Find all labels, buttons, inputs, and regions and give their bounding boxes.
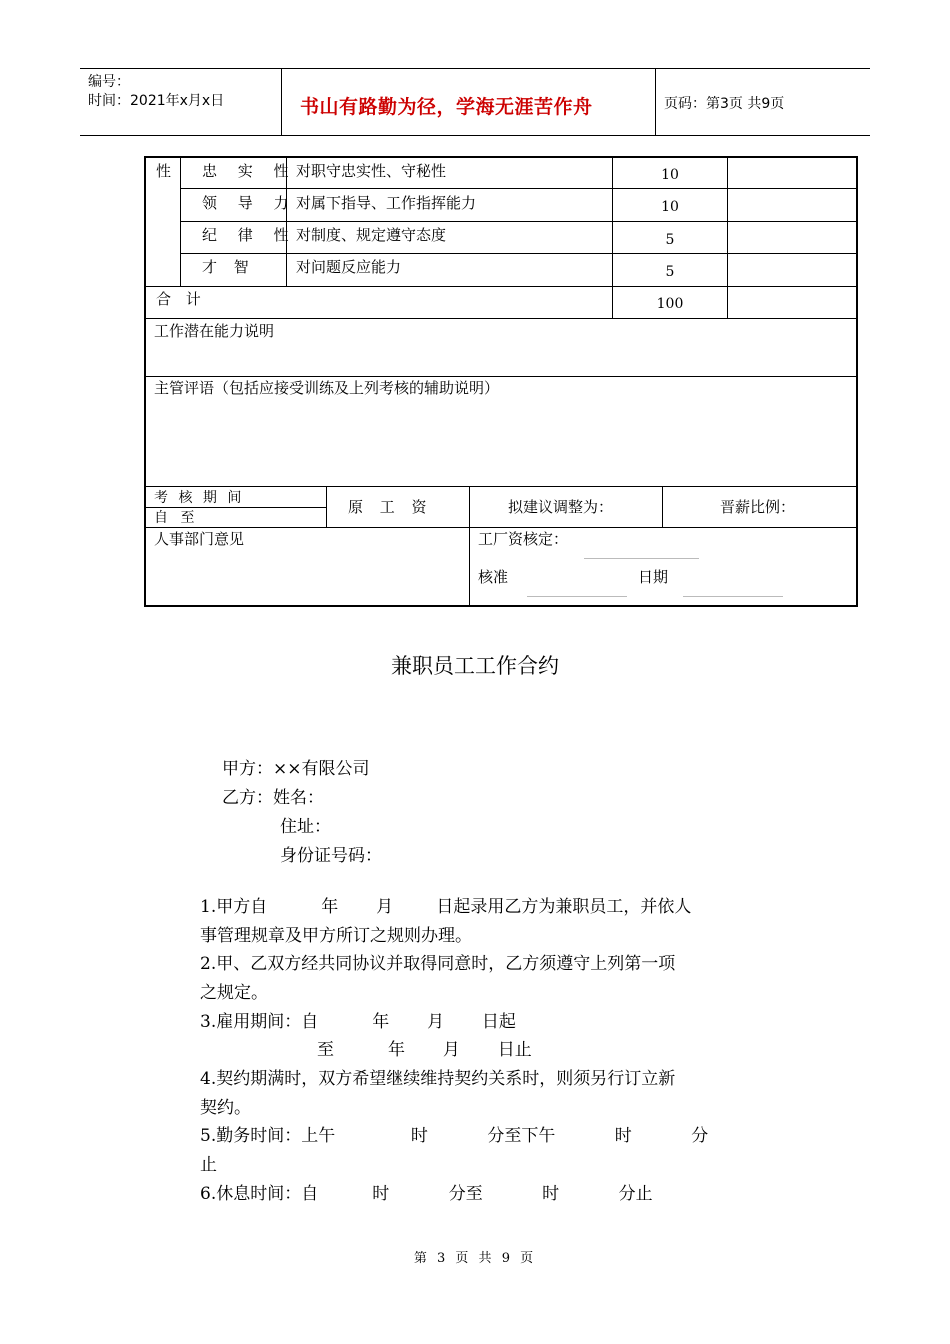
period-split-line	[145, 507, 326, 508]
header-divider	[281, 68, 282, 135]
doc-time-label: 时间：2021年x月x日	[88, 93, 225, 109]
page-indicator: 页码：第3页 共9页	[664, 96, 785, 112]
item-name: 领 导 力	[202, 194, 297, 212]
item-score: 5	[665, 232, 675, 248]
header-top-rule	[80, 68, 870, 69]
col-divider	[469, 486, 470, 606]
item-description: 对职守忠实性、守秘性	[296, 162, 447, 180]
item-description: 对属下指导、工作指挥能力	[296, 194, 477, 212]
item-name: 才 智	[202, 258, 255, 276]
date-label: 日期	[638, 568, 669, 586]
item-score: 5	[665, 264, 675, 280]
clause-5-cont: 止	[200, 1155, 217, 1175]
page-footer: 第 3 页 共 9 页	[413, 1251, 537, 1266]
hr-opinion-label: 人事部门意见	[154, 530, 245, 548]
contract-title: 兼职员工工作合约	[391, 654, 559, 678]
col-divider	[727, 157, 728, 318]
party-b-id: 身份证号码：	[280, 846, 382, 866]
signature-line	[584, 558, 699, 559]
review-period-range: 自 至	[154, 510, 199, 526]
approve-label: 核准	[478, 568, 509, 586]
factory-salary-label: 工厂资核定：	[478, 530, 569, 548]
clause-4: 4.契约期满时，双方希望继续维持契约关系时，则须另行订立新	[200, 1069, 676, 1089]
promotion-ratio-label: 晋薪比例：	[720, 498, 796, 516]
row-divider	[180, 188, 857, 189]
col-divider	[662, 486, 663, 527]
item-name: 纪 律 性	[202, 226, 297, 244]
header-bottom-rule	[80, 135, 870, 136]
group-label: 性	[156, 162, 172, 180]
party-b-address: 住址：	[280, 817, 331, 837]
row-divider	[180, 221, 857, 222]
row-divider	[145, 376, 857, 377]
clause-3-cont: 至 年 月 日止	[317, 1040, 532, 1060]
item-description: 对问题反应能力	[296, 258, 402, 276]
party-a: 甲方：××有限公司	[222, 759, 370, 779]
clause-2: 2.甲、乙双方经共同协议并取得同意时，乙方须遵守上列第一项	[200, 954, 676, 974]
col-divider	[326, 486, 327, 527]
clause-6: 6.休息时间：自 时 分至 时 分止	[200, 1184, 653, 1204]
row-divider	[145, 286, 857, 287]
proposed-adjustment-label: 拟建议调整为：	[508, 498, 614, 516]
clause-2-cont: 之规定。	[200, 983, 268, 1003]
potential-ability-label: 工作潜在能力说明	[154, 322, 275, 340]
clause-5: 5.勤务时间：上午 时 分至下午 时 分	[200, 1126, 709, 1146]
item-description: 对制度、规定遵守态度	[296, 226, 447, 244]
supervisor-comment-label: 主管评语（包括应接受训练及上列考核的辅助说明）	[154, 379, 500, 397]
item-name: 忠 实 性	[202, 162, 297, 180]
clause-4-cont: 契约。	[200, 1098, 251, 1118]
original-salary-label: 原 工 资	[348, 498, 433, 516]
row-divider	[145, 527, 857, 528]
clause-1-cont: 事管理规章及甲方所订之规则办理。	[200, 926, 472, 946]
signature-line	[683, 596, 783, 597]
party-b-name: 乙方：姓名：	[222, 788, 324, 808]
header-motto: 书山有路勤为径，学海无涯苦作舟	[300, 96, 593, 118]
clause-1: 1.甲方自 年 月 日起录用乙方为兼职员工，并依人	[200, 897, 692, 917]
header-divider	[655, 68, 656, 135]
clause-3: 3.雇用期间：自 年 月 日起	[200, 1012, 516, 1032]
row-divider	[180, 253, 857, 254]
review-period-label: 考 核 期 间	[154, 490, 245, 506]
total-label: 合 计	[156, 290, 206, 308]
total-score: 100	[656, 296, 684, 312]
doc-number-label: 编号：	[88, 74, 130, 90]
item-score: 10	[661, 167, 679, 183]
row-divider	[145, 486, 857, 487]
col-divider	[180, 157, 181, 286]
row-divider	[145, 318, 857, 319]
signature-line	[527, 596, 627, 597]
item-score: 10	[661, 199, 679, 215]
